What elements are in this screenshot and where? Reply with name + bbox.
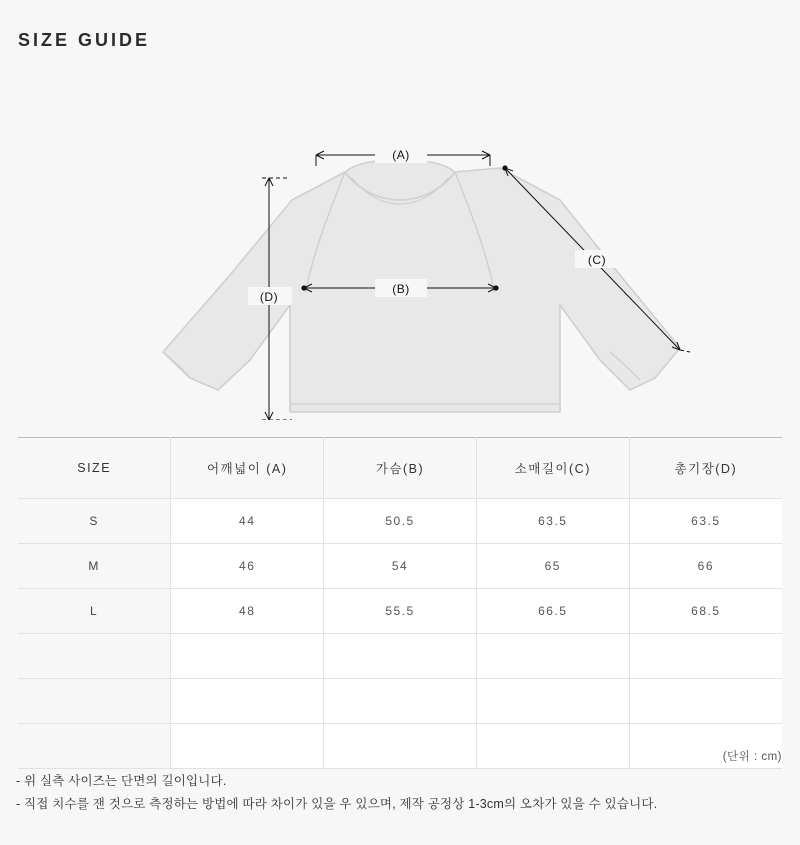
cell-chest: 55.5: [324, 589, 477, 634]
cell-chest: [324, 634, 477, 679]
table-row: [18, 544, 782, 589]
cell-length: 68.5: [629, 589, 782, 634]
measure-c-label: (C): [587, 253, 607, 267]
cell-shoulder: [171, 679, 324, 724]
column-header-size: SIZE: [18, 438, 171, 499]
notes-section: [16, 770, 786, 816]
cell-sleeve: 63.5: [476, 499, 629, 544]
cell-sleeve: 66.5: [476, 589, 629, 634]
table-row: [18, 589, 782, 634]
cell-length: [629, 679, 782, 724]
cell-sleeve: 65: [476, 544, 629, 589]
note-line-2: - 직접 치수를 잰 것으로 측정하는 방법에 따라 차이가 있을 우 있으며, 제작 공정상 1-3cm의 오차가 있을 수 있습니다.: [16, 797, 658, 811]
cell-size: [18, 679, 171, 724]
table-row: [18, 499, 782, 544]
cell-chest: [324, 679, 477, 724]
cell-size: S: [18, 499, 171, 544]
cell-chest: 54: [324, 544, 477, 589]
cell-shoulder: [171, 724, 324, 769]
size-table-head: [18, 438, 782, 499]
unit-note: (단위 : cm): [722, 751, 782, 763]
cell-sleeve: [476, 634, 629, 679]
table-row: [18, 724, 782, 769]
note-line-1: - 위 실측 사이즈는 단면의 길이입니다.: [16, 774, 227, 788]
cell-length: [629, 634, 782, 679]
column-header-chest: 가슴(B): [324, 438, 477, 499]
cell-sleeve: [476, 724, 629, 769]
column-header-length: 총기장(D): [629, 438, 782, 499]
cell-size: L: [18, 589, 171, 634]
cell-size: [18, 724, 171, 769]
page-title: SIZE GUIDE: [18, 30, 151, 50]
cell-size: M: [18, 544, 171, 589]
measure-d-label: (D): [259, 290, 279, 304]
cell-shoulder: 46: [171, 544, 324, 589]
table-header-row: [18, 438, 782, 499]
column-header-sleeve: 소매길이(C): [476, 438, 629, 499]
size-table-body: [18, 499, 782, 769]
cell-chest: 50.5: [324, 499, 477, 544]
table-row: [18, 634, 782, 679]
cell-shoulder: 44: [171, 499, 324, 544]
measure-a-label: (A): [392, 148, 410, 162]
measure-b-label: (B): [392, 282, 410, 296]
cell-length: 66: [629, 544, 782, 589]
size-table: [18, 437, 782, 769]
cell-shoulder: [171, 634, 324, 679]
garment-diagram: [0, 60, 800, 420]
cell-shoulder: 48: [171, 589, 324, 634]
cell-chest: [324, 724, 477, 769]
table-row: [18, 679, 782, 724]
cell-size: [18, 634, 171, 679]
cell-sleeve: [476, 679, 629, 724]
column-header-shoulder: 어깨넓이 (A): [171, 438, 324, 499]
cell-length: 63.5: [629, 499, 782, 544]
size-table-container: [18, 437, 782, 769]
